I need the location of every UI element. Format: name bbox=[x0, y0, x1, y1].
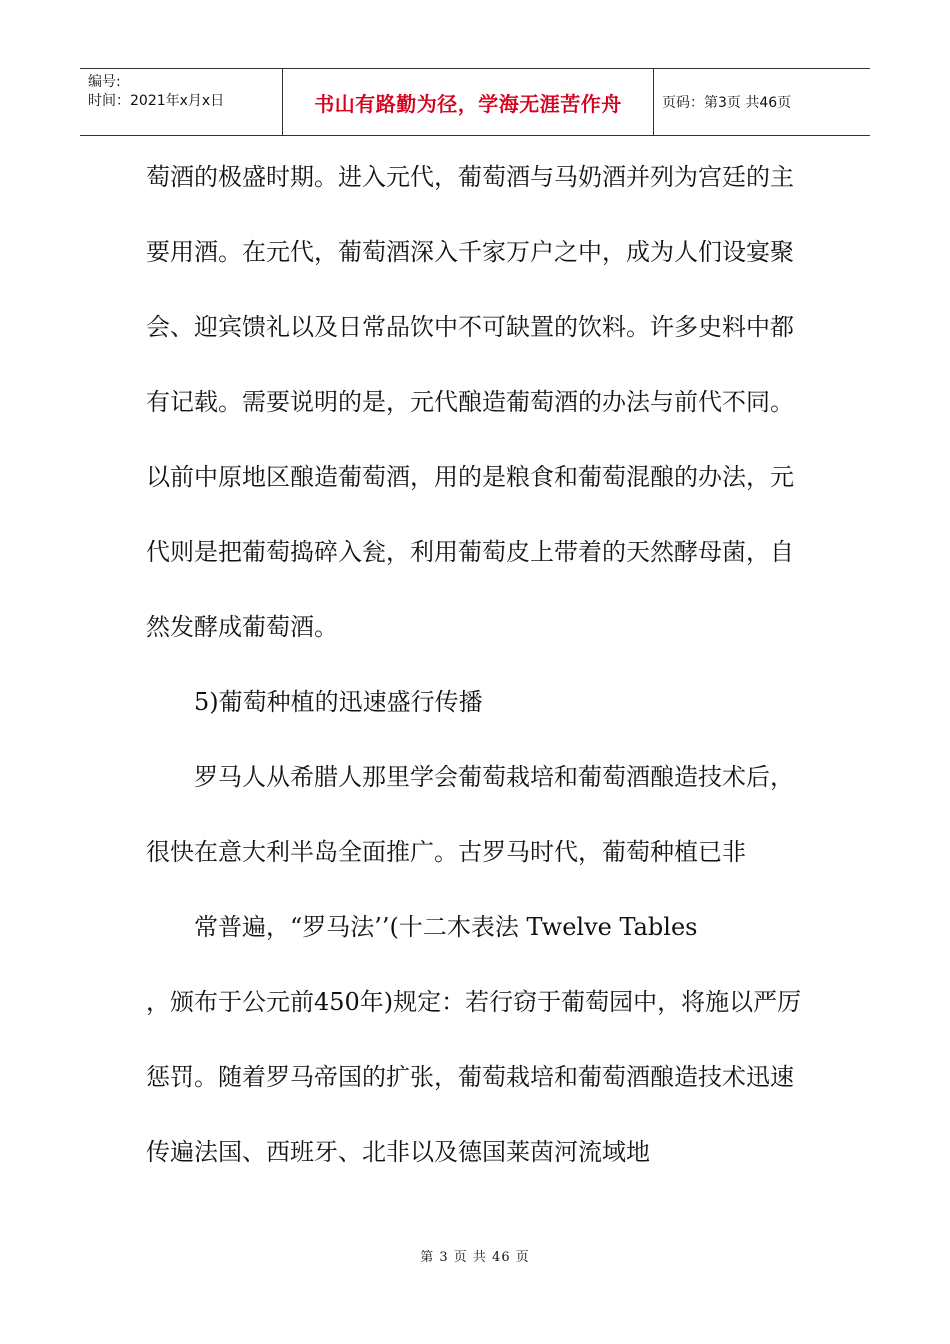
paragraph-continued: 萄酒的极盛时期。进入元代，葡萄酒与马奶酒并列为宫廷的主要用酒。在元代，葡萄酒深入千家万户之中，成为人们设宴聚会、迎宾馈礼以及日常品饮中不可缺置的饮料。许多史料中都有记载。需要说明的是，元代酿造葡萄酒的办法与前代不同。以前中原地区酿造葡萄酒，用的是粮食和葡萄混酿的办法，元代则是把葡萄捣碎入瓮，利用葡萄皮上带着的天然酵母菌，自然发酵成葡萄酒。 bbox=[146, 163, 794, 641]
document-body bbox=[146, 140, 806, 1190]
paragraph-roman-law: 常普遍，“罗马法’’(十二木表法 Twelve Tables bbox=[194, 913, 698, 941]
doc-number-label: 编号: bbox=[88, 74, 121, 90]
header-motto: 书山有路勤为径，学海无涯苦作舟 bbox=[282, 69, 654, 135]
header-page-info: 页码：第3页 共46页 bbox=[662, 95, 792, 111]
page-footer: 第 3 页 共 46 页 bbox=[420, 1250, 530, 1265]
section-heading: 5)葡萄种植的迅速盛行传播 bbox=[194, 688, 483, 716]
header-meta bbox=[80, 69, 282, 135]
date-label: 时间：2021年x月x日 bbox=[88, 93, 225, 109]
page-header bbox=[80, 68, 870, 136]
paragraph-spread: ，颁布于公元前450年)规定：若行窃于葡萄园中，将施以严厉惩罚。随着罗马帝国的扩张，葡萄栽培和葡萄酒酿造技术迅速传遍法国、西班牙、北非以及德国莱茵河流域地 bbox=[146, 988, 802, 1166]
paragraph-roman-viticulture: 罗马人从希腊人那里学会葡萄栽培和葡萄酒酿造技术后，很快在意大利半岛全面推广。古罗马时代，葡萄种植已非 bbox=[146, 763, 794, 866]
